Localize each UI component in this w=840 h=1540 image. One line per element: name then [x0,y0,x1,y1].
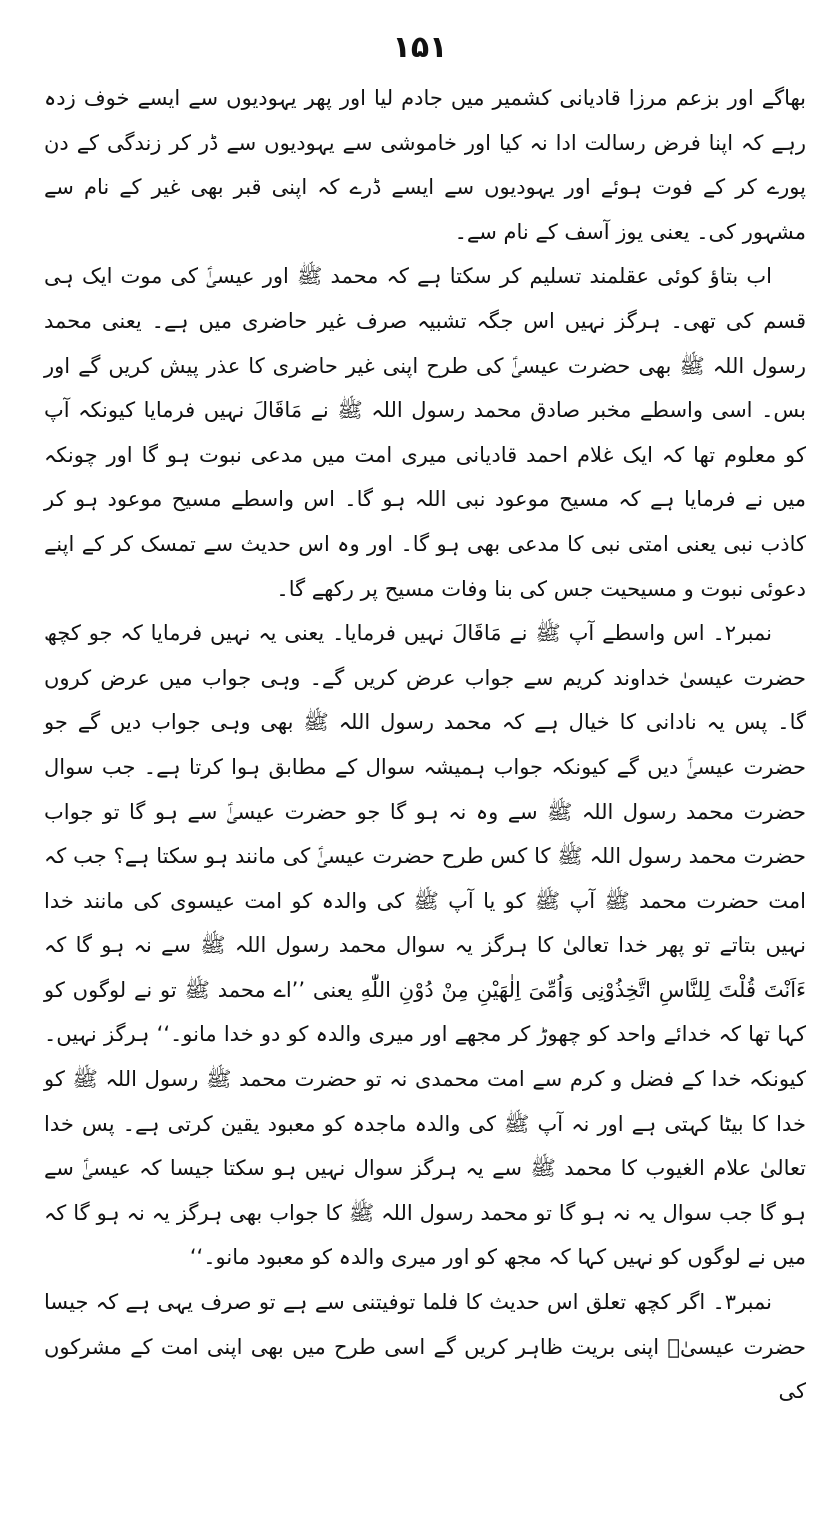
page-body-text [44,76,806,1414]
paragraph-comparison: اب بتاؤ کوئی عقلمند تسلیم کر سکتا ہے کہ محمد ﷺ اور عیسیٰؑ کی موت ایک ہی قسم کی تھی۔ ہرگز نہیں اس جگہ تشبیہ صرف غیر حاضری میں ہے۔ یعنی محمد رسول اللہ ﷺ بھی حضرت عیسیٰؑ کی طرح اپنی غیر حاضری کا عذر پیش کریں گے اور بس۔ اسی واسطے مخبر صادق محمد رسول اللہ ﷺ نے مَاقَالَ نہیں فرمایا کیونکہ آپ کو معلوم تھا کہ ایک غلام احمد قادیانی میری امت میں مدعی نبوت ہو گا اور چونکہ میں نے فرمایا ہے کہ مسیح موعود نبی اللہ ہو گا۔ اس واسطے مسیح موعود ہو کر کاذب نبی یعنی امتی نبی کا مدعی بھی ہو گا۔ اور وہ اس حدیث سے تمسک کر کے اپنے دعوئی نبوت و مسیحیت جس کی بنا وفات مسیح پر رکھے گا۔ [44,264,806,601]
page-number: ۱۵۱ [392,30,448,65]
paragraph-continued: بھاگے اور بزعم مرزا قادیانی کشمیر میں جادم لیا اور پھر یہودیوں سے ایسے خوف زدہ رہے کہ اپنا فرض رسالت ادا نہ کیا اور خاموشی سے یہودیوں سے ڈر کر زندگی کے دن پورے کر کے فوت ہوئے اور یہودیوں سے ایسے ڈرے کہ اپنی قبر بھی غیر کے نام سے مشہور کی۔ یعنی یوز آسف کے نام سے۔ [44,86,806,244]
paragraph-number-2: نمبر۲۔ اس واسطے آپ ﷺ نے مَاقَالَ نہیں فرمایا۔ یعنی یہ نہیں فرمایا کہ جو کچھ حضرت عیسیٰ خداوند کریم سے جواب عرض کریں گے۔ وہی جواب میں عرض کروں گا۔ پس یہ نادانی کا خیال ہے کہ محمد رسول اللہ ﷺ بھی وہی جواب دیں گے جو حضرت عیسیٰؑ دیں گے کیونکہ جواب ہمیشہ سوال کے مطابق ہوا کرتا ہے۔ جب سوال حضرت محمد رسول اللہ ﷺ سے وہ نہ ہو گا جو حضرت عیسیٰؑ سے ہو گا تو جواب حضرت محمد رسول اللہ ﷺ کا کس طرح حضرت عیسیٰؑ کی مانند ہو سکتا ہے؟ جب کہ امت حضرت محمد ﷺ آپ ﷺ کو یا آپ ﷺ کی والدہ کو امت عیسوی کی مانند خدا نہیں بتاتے تو پھر خدا تعالیٰ کا ہرگز یہ سوال محمد رسول اللہ ﷺ سے نہ ہو گا کہ ءَاَنْتَ قُلْتَ لِلنَّاسِ اتَّخِذُوْنِی وَاُمِّیَ اِلٰهَیْنِ مِنْ دُوْنِ اللّٰهِ یعنی ’’اے محمد ﷺ تو نے لوگوں کو کہا تھا کہ خدائے واحد کو چھوڑ کر مجھے اور میری والدہ کو دو خدا مانو۔‘‘ ہرگز نہیں۔ کیونکہ خدا کے فضل و کرم سے امت محمدی نہ تو حضرت محمد ﷺ رسول اللہ ﷺ کو خدا کا بیٹا کہتی ہے اور نہ آپ ﷺ کی والدہ ماجدہ کو معبود یقین کرتی ہے۔ پس خدا تعالیٰ علام الغیوب کا محمد ﷺ سے یہ ہرگز سوال نہیں ہو سکتا جیسا کہ عیسیٰؑ سے ہو گا جب سوال یہ نہ ہو گا تو محمد رسول اللہ ﷺ کا جواب بھی ہرگز یہ نہ ہو گا کہ میں نے لوگوں کو نہیں کہا کہ مجھ کو اور میری والدہ کو معبود مانو۔‘‘ [44,621,806,1270]
paragraph-number-3: نمبر۳۔ اگر کچھ تعلق اس حدیث کا فلما توفیتنی سے ہے تو صرف یہی ہے کہ جیسا حضرت عیسیٰؑ اپنی بریت ظاہر کریں گے اسی طرح میں بھی اپنی امت کے مشرکوں کی [44,1290,806,1404]
